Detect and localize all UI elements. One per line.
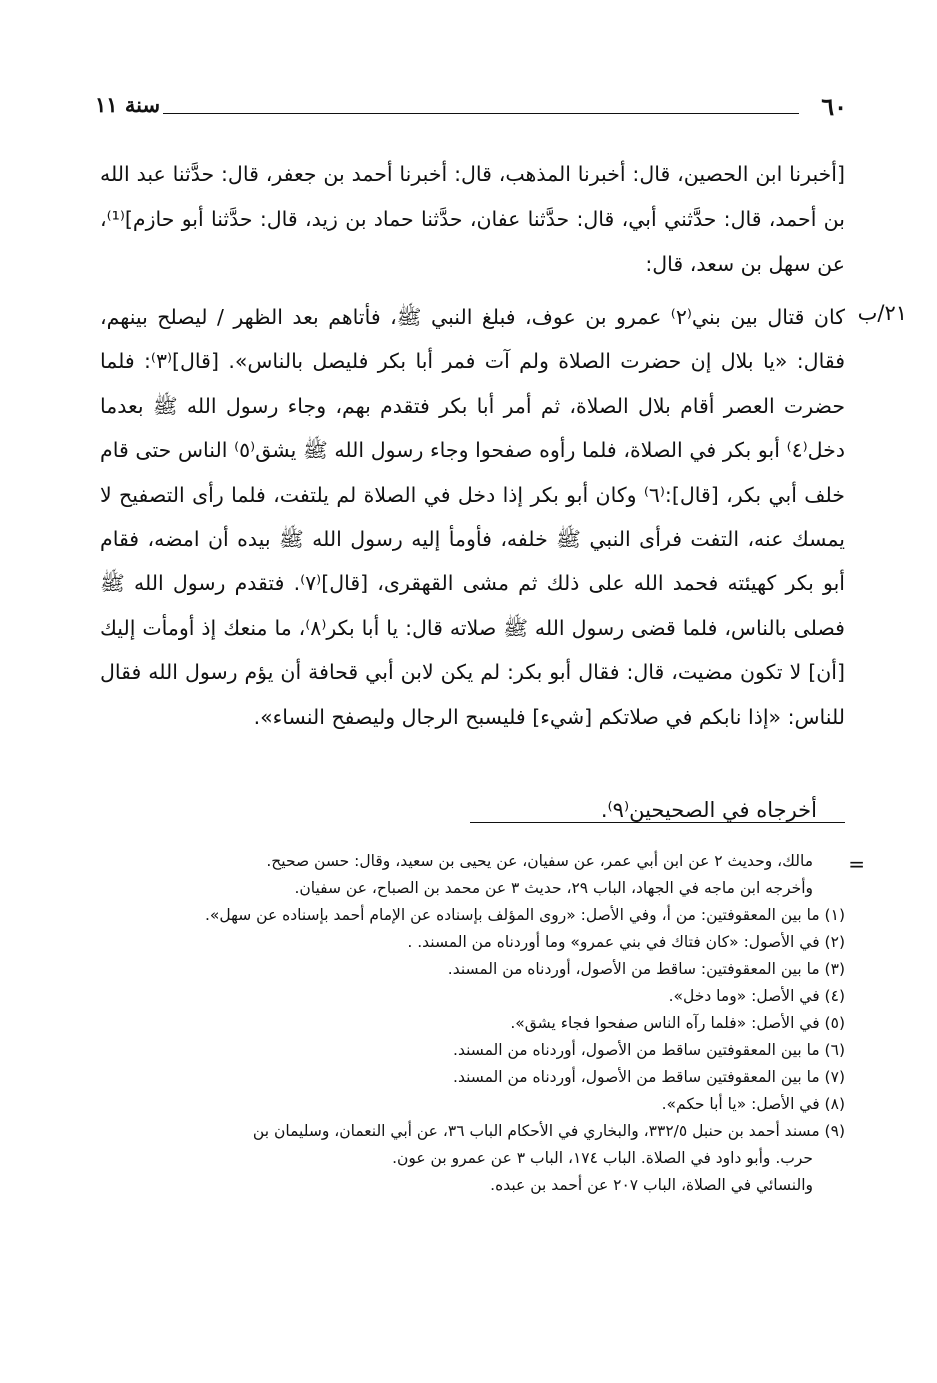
- manuscript-folio-marker: ٢١/ب: [857, 301, 907, 325]
- page-number: ٦٠: [821, 92, 847, 121]
- footnotes: [100, 848, 845, 1199]
- footnote-1: (١) ما بين المعقوفتين: من أ، وفي الأصل: «روى المؤلف بإسناده عن الإمام أحمد بإسناده عن سهل».: [204, 906, 845, 924]
- footnote-rule: [470, 822, 845, 823]
- page-header: [95, 92, 847, 126]
- footnote-9-continuation: والنسائي في الصلاة، الباب ٢٠٧ عن أحمد بن عبده.: [490, 1176, 813, 1194]
- footnote-8: (٨) في الأصل: «يا أبا حكم».: [661, 1095, 845, 1113]
- footnote-4: (٤) في الأصل: «وما دخل».: [668, 987, 845, 1005]
- footnote-6: (٦) ما بين المعقوفتين ساقط من الأصول، أوردناه من المسند.: [453, 1041, 845, 1059]
- footnote-9: (٩) مسند أحمد بن حنبل ٣٣٢/٥، والبخاري في الأحكام الباب ٣٦، عن أبي النعمان، وسليمان بن: [252, 1122, 845, 1140]
- footnote-7: (٧) ما بين المعقوفتين ساقط من الأصول، أوردناه من المسند.: [453, 1068, 845, 1086]
- takhrij-line: أخرجاه في الصحيحين⁽٩⁾.: [600, 798, 817, 822]
- footnote-5: (٥) في الأصل: «فلما رآه الناس صفحوا فجاء يشق».: [510, 1014, 845, 1032]
- header-rule: [163, 113, 799, 114]
- isnad-paragraph: [أخبرنا ابن الحصين، قال: أخبرنا المذهب، قال: أخبرنا أحمد بن جعفر، قال: حدَّثنا عبد الله بن أحمد، قال: حدَّثني أبي، قال: حدَّثنا عفان، حدَّثنا حماد بن زيد، قال: حدَّثنا أبو حازم]⁽¹⁾، عن سهل بن سعد، قال:: [100, 162, 845, 276]
- footnote-continuation-line: مالك، وحديث ٢ عن ابن أبي عمر، عن سفيان، عن يحيى بن سعيد، وقال: حسن صحيح.: [266, 852, 813, 870]
- footnote-9-continuation: حرب. وأبو داود في الصلاة. الباب ١٧٤، الباب ٣ عن عمرو بن عون.: [392, 1149, 813, 1167]
- footnote-3: (٣) ما بين المعقوفتين: ساقط من الأصول، أوردناه من المسند.: [447, 960, 845, 978]
- footnote-continuation-mark: =: [848, 852, 865, 876]
- running-head: سنة ١١: [95, 92, 161, 117]
- footnote-2: (٢) في الأصول: «كان فتاك في بني عمرو» وما أوردناه من المسند. .: [407, 933, 845, 951]
- hadith-paragraph: كان قتال بين بني⁽٢⁾ عمرو بن عوف، فبلغ النبي ﷺ، فأتاهم بعد الظهر / ليصلح بينهم، فقال: «يا بلال إن حضرت الصلاة ولم آت فمر أبا بكر فليصل بالناس». [قال]⁽٣⁾: فلما حضرت العصر أقام بلال الصلاة، ثم أمر أبا بكر فتقدم بهم، وجاء رسول الله ﷺ بعدما دخل⁽٤⁾ أبو بكر في الصلاة، فلما رأوه صفحوا وجاء رسول الله ﷺ يشق⁽٥⁾ الناس حتى قام خلف أبي بكر، [قال]:⁽٦⁾ وكان أبو بكر إذا دخل في الصلاة لم يلتفت، فلما رأى التصفيح لا يمسك عنه، التفت فرأى النبي ﷺ خلفه، فأومأ إليه رسول الله ﷺ بيده أن امضه، فقام أبو بكر كهيئته فحمد الله على ذلك ثم مشى القهقرى، [قال]⁽٧⁾. فتقدم رسول الله ﷺ فصلى بالناس، فلما قضى رسول الله ﷺ صلاته قال: يا أبا بكر⁽٨⁾، ما منعك إذ أومأت إليك [أن] لا تكون مضيت، قال: فقال أبو بكر: لم يكن لابن أبي قحافة أن يؤم رسول الله فقال للناس: «إذا نابكم في صلاتكم [شيء] فليسبح الرجال وليصفح النساء».: [100, 305, 845, 729]
- footnote-continuation-line: وأخرجه ابن ماجه في الجهاد، الباب ٢٩، حديث ٣ عن محمد بن الصباح، عن سفيان.: [294, 879, 813, 897]
